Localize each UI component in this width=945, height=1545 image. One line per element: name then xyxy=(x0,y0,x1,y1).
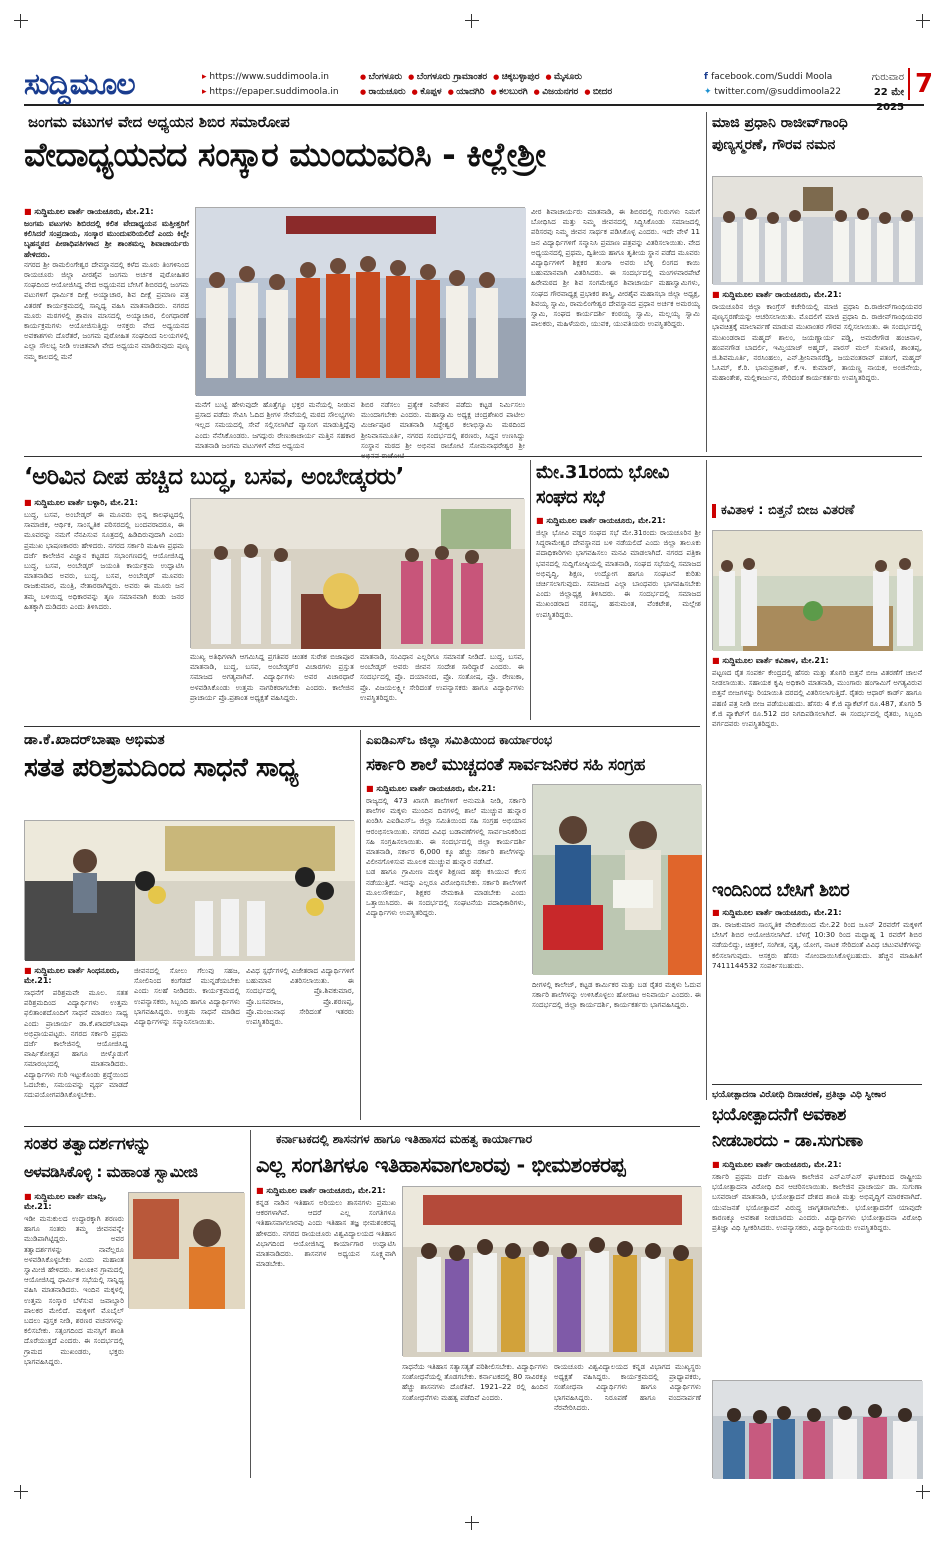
story-byline: ■ ಸುದ್ದಿಮೂಲ ವಾರ್ತೆ ಸಿಂಧನೂರು, ಮೇ.21: xyxy=(24,966,128,986)
group-photo-image xyxy=(713,177,923,285)
story-kicker: ಭಯೋತ್ಪಾದನಾ ವಿರೋಧಿ ದಿನಾಚರಣೆ, ಪ್ರತಿಜ್ಞಾ ವಿಧಿ ಸ್ವೀಕಾರ xyxy=(712,1090,886,1100)
edition-item: ● ಕೊಪ್ಪಳ xyxy=(412,87,442,97)
crop-mark xyxy=(916,14,930,28)
story-text: ಸಾಧನೆಗೆ ಪರಿಶ್ರಮವೇ ಮೂಲ. ಸತತ ಪರಿಶ್ರಮದಿಂದ ವಿದ್ಯಾರ್ಥಿಗಳು ಉತ್ತಮ ಫಲಿತಾಂಶದೊಂದಿಗೆ ಸಾಧನೆ ಮಾಡಲು ಸಾಧ್ಯ ಎಂದು ಪ್ರಾಚಾರ್ಯ ಡಾ.ಕೆ.ಖಾದರ್‌ಬಾಷಾ ಅಭಿಪ್ರಾಯಪಟ್ಟರು. ನಗರದ ಸರ್ಕಾರಿ ಪ್ರಥಮ ದರ್ಜೆ ಕಾಲೇಜಿನಲ್ಲಿ ಆಯೋಜಿಸಿದ್ದ ವಾರ್ಷಿಕೋತ್ಸವ ಹಾಗೂ ಬೀಳ್ಕೊಡುಗೆ ಸಮಾರಂಭದಲ್ಲಿ ಮಾತನಾಡಿದರು. ವಿದ್ಯಾರ್ಥಿಗಳು ಗುರಿ ಇಟ್ಟುಕೊಂಡು ಶ್ರದ್ಧೆಯಿಂದ ಓದಬೇಕು, ಸಮಯವನ್ನು ವ್ಯರ್ಥ ಮಾಡದೆ ಸದುಪಯೋಗಪಡಿಸಿಕೊಳ್ಳಬೇಕು. xyxy=(24,988,128,1100)
headline-marker-icon xyxy=(712,504,716,518)
masthead xyxy=(24,67,934,113)
crop-mark xyxy=(916,1485,930,1499)
story-headline: ಅಳವಡಿಸಿಕೊಳ್ಳಿ : ಮಹಾಂತ ಸ್ವಾಮೀಜಿ xyxy=(24,1163,198,1181)
crop-mark xyxy=(465,14,479,28)
story-photo xyxy=(128,1192,244,1308)
story-text: ಜಿಲ್ಲಾ ಭೋವಿ ವಡ್ಡರ ಸಂಘದ ಸಭೆ ಮೇ.31ರಂದು ರಾಯಚೂರಿನ ಶ್ರೀ ಸಿದ್ಧರಾಮೇಶ್ವರ ದೇವಸ್ಥಾನದ ಬಳಿ ನಡೆಯಲಿದೆ ಎಂದು ಜಿಲ್ಲಾ ತಾಲೂಕು ಪದಾಧಿಕಾರಿಗಳು ಭಾಗವಹಿಸಲು ಮನವಿ ಮಾಡಲಾಗಿದೆ. ನಗರದ ಪತ್ರಿಕಾ ಭವನದಲ್ಲಿ ಸುದ್ದಿಗೋಷ್ಠಿಯಲ್ಲಿ ಮಾತನಾಡಿ, ಸಂಘದ ಸಭೆಯಲ್ಲಿ ಸಮಾಜದ ಅಭಿವೃದ್ಧಿ, ಶಿಕ್ಷಣ, ಉದ್ಯೋಗ ಹಾಗೂ ಸಂಘಟನೆ ಕುರಿತು ಚರ್ಚಿಸಲಾಗುವುದು. ಸಮಾಜದ ಎಲ್ಲಾ ಬಾಂಧವರು ಭಾಗವಹಿಸಬೇಕು ಎಂದು ಜಿಲ್ಲಾಧ್ಯಕ್ಷ ತಿಳಿಸಿದರು. ಈ ಸಂದರ್ಭದಲ್ಲಿ ಸಮಾಜದ ಮುಖಂಡರಾದ ನರಸಪ್ಪ, ಹನುಮಂತ, ವೆಂಕಟೇಶ, ಮಲ್ಲೇಶ ಉಪಸ್ಥಿತರಿದ್ದರು. xyxy=(536,528,701,619)
story-column xyxy=(195,400,355,451)
edition-item: ● ಬೆಂಗಳೂರು ಗ್ರಾಮಾಂತರ xyxy=(408,72,487,82)
page-number: 7 xyxy=(908,68,933,100)
crop-mark xyxy=(465,1516,479,1530)
group-photo-image xyxy=(196,208,526,396)
story-photo xyxy=(24,820,354,960)
story-text: ಜೀವನದಲ್ಲಿ ಸೋಲು ಗೆಲುವು ಸಹಜ, ಸೋಲಿನಿಂದ ಕಂಗೆಡದೆ ಮುನ್ನಡೆಯಬೇಕು ಎಂದು ಸಲಹೆ ನೀಡಿದರು. ಕಾರ್ಯಕ್ರಮದಲ್ಲಿ ಉಪನ್ಯಾಸಕರು, ಸಿಬ್ಬಂದಿ ಹಾಗೂ ವಿದ್ಯಾರ್ಥಿಗಳು ಭಾಗವಹಿಸಿದ್ದರು. ಉತ್ತಮ ಸಾಧನೆ ಮಾಡಿದ ವಿದ್ಯಾರ್ಥಿಗಳನ್ನು ಸನ್ಮಾನಿಸಲಾಯಿತು. xyxy=(134,966,240,1027)
story-headline: ‘ಅರಿವಿನ ದೀಪ ಹಚ್ಚಿದ ಬುದ್ಧ, ಬಸವ, ಅಂಬೇಡ್ಕರರು’ xyxy=(24,464,404,490)
story-kicker: ಜಂಗಮ ವಟುಗಳ ವೇದ ಅಧ್ಯಯನ ಶಿಬಿರ ಸಮಾರೋಪ xyxy=(28,113,290,131)
edition-item: ● ಯಾದಗಿರಿ xyxy=(448,87,485,97)
workshop-photo-image xyxy=(403,1187,702,1357)
story-byline: ■ ಸುದ್ದಿಮೂಲ ವಾರ್ತೆ ರಾಯಚೂರು, ಮೇ.21: xyxy=(256,1186,396,1196)
edition-item: ● ಬೀದರ xyxy=(584,87,612,97)
story-headline-text: ಕವಿತಾಳ : ಬಿತ್ತನೆ ಬೀಜ ವಿತರಣೆ xyxy=(721,503,855,518)
signature-campaign-image xyxy=(533,785,702,975)
column-divider xyxy=(360,730,361,1120)
story-headline: ಭಯೋತ್ಪಾದನೆಗೆ ಅವಕಾಶ xyxy=(712,1105,846,1125)
story-column xyxy=(402,1362,548,1478)
twitter-link[interactable]: twitter.com/@suddimoola22 xyxy=(714,87,841,97)
story-anti-terrorism xyxy=(712,1088,922,1478)
story-headline: ಎಲ್ಲ ಸಂಗತಿಗಳೂ ಇತಿಹಾಸವಾಗಲಾರವು - ಭೀಮಶಂಕರಪ್ಪ xyxy=(256,1153,626,1177)
story-headline: ಸಂತರ ತತ್ವಾದರ್ಶಗಳನ್ನು xyxy=(24,1134,151,1154)
story-government-school xyxy=(366,730,701,1120)
story-text: ವಿವಿಧ ಸ್ಪರ್ಧೆಗಳಲ್ಲಿ ವಿಜೇತರಾದ ವಿದ್ಯಾರ್ಥಿಗಳಿಗೆ ಬಹುಮಾನ ವಿತರಿಸಲಾಯಿತು. ಈ ಸಂದರ್ಭದಲ್ಲಿ ಪ್ರೊ.ಶಿವಕುಮಾರ, ಪ್ರೊ.ಬಸವರಾಜ, ಪ್ರೊ.ಶರಣಪ್ಪ, ಪ್ರೊ.ಮಂಜುನಾಥ ಸೇರಿದಂತೆ ಇತರರು ಉಪಸ್ಥಿತರಿದ್ದರು. xyxy=(246,966,354,1027)
story-text: ರಾಯಚೂರಿನ ಜಿಲ್ಲಾ ಕಾಂಗ್ರೆಸ್ ಕಚೇರಿಯಲ್ಲಿ ಮಾಜಿ ಪ್ರಧಾನಿ ದಿ.ರಾಜೀವ್‌ಗಾಂಧಿಯವರ ಪುಣ್ಯಸ್ಮರಣೆಯನ್ನು ಆಚರಿಸಲಾಯಿತು. ಮೊದಲಿಗೆ ಮಾಜಿ ಪ್ರಧಾನಿ ದಿ. ರಾಜೀವ್‌ಗಾಂಧಿಯವರ ಭಾವಚಿತ್ರಕ್ಕೆ ಮಾಲಾರ್ಪಣೆ ಮಾಡುವ ಮುಖಾಂತರ ಗೌರವ ಸಲ್ಲಿಸಲಾಯಿತು. ಈ ಸಂದರ್ಭದಲ್ಲಿ ಮುಖಂಡರಾದ ಮಹ್ಮದ್ ಶಾಲಂ, ಜಯಣ್ಣಾರ್ಯ ಪಡ್ಡಿ, ಅಮರೇಗೌಡ ಹಂಚಿನಾಳ, ಹಂಪನಗೌಡ ಬಾದರ್ಲಿ, ಇಮ್ತಿಯಾಜ್ ಅಹ್ಮದ್, ಪಾರಸ್ ಮಲ್ ಸುಖಾಣಿ, ಶಾಂತಪ್ಪ, ಜಿ.ಶಿವಮೂರ್ತಿ, ನರಸಿಂಹಲು, ಎನ್.ಶ್ರೀನಿವಾಸರೆಡ್ಡಿ, ಜಯವಂತರಾವ್ ಪತಂಗೆ, ಮಹ್ಮದ್ ಓಸಿಮ್, ಕೆ.ರಿ. ಭಾನುಪ್ರಕಾಶ್, ಕೆ.ಇ. ಕುಮಾರ್, ತಾಯಣ್ಣ ನಾಯಕ, ಅಂಜಿನೇಯ, ಮಹಾಂತೇಶ, ಮಲ್ಲಿಕಾರ್ಜುನ, ಸೇರಿದಂತೆ ಕಾರ್ಯಕರ್ತರು ಉಪಸ್ಥಿತರಿದ್ದರು. xyxy=(712,302,922,383)
epaper-link[interactable]: ▸ https://epaper.suddimoola.in xyxy=(202,85,339,100)
story-photo xyxy=(532,784,701,974)
story-text: ಬಡ ಹಾಗೂ ಗ್ರಾಮೀಣ ಮಕ್ಕಳ ಶಿಕ್ಷಣದ ಹಕ್ಕು ಕಸಿಯುವ ಕೆಲಸ ನಡೆಯುತ್ತಿದೆ. ಇದನ್ನು ಎಲ್ಲರೂ ವಿರೋಧಿಸಬೇಕು. ಸರ್ಕಾರಿ ಶಾಲೆಗಳಿಗೆ ಮೂಲಸೌಕರ್ಯ, ಶಿಕ್ಷಕರ ನೇಮಕಾತಿ ಮಾಡಬೇಕು ಎಂದು ಒತ್ತಾಯಿಸಿದರು. ಈ ಸಂದರ್ಭದಲ್ಲಿ ಸಂಘಟನೆಯ ಪದಾಧಿಕಾರಿಗಳು, ವಿದ್ಯಾರ್ಥಿಗಳು ಉಪಸ್ಥಿತರಿದ್ದರು. xyxy=(366,867,526,918)
story-byline: ■ ಸುದ್ದಿಮೂಲ ವಾರ್ತೆ ಬಳ್ಳಾರಿ, ಮೇ.21: xyxy=(24,498,184,508)
masthead-logo: ಸುದ್ದಿಮೂಲ xyxy=(24,67,135,102)
masthead-urls xyxy=(202,70,339,100)
story-column xyxy=(366,784,526,1120)
story-text: ಮುಖ್ಯ ಅತಿಥಿಗಳಾಗಿ ಆಗಮಿಸಿದ್ದ ಪ್ರಗತಿಪರ ಚಿಂತಕ ಸುರೇಶ ಬಿಜಾಪೂರ ಮಾತನಾಡಿ, ಬುದ್ಧ, ಬಸವ, ಅಂಬೇಡ್ಕರ್‌ರ ವಿಚಾರಗಳು ಪ್ರಸ್ತುತ ಸಮಾಜದ ಅಗತ್ಯವಾಗಿವೆ. ವಿದ್ಯಾರ್ಥಿಗಳು ಅವರ ವಿಚಾರಧಾರೆ ಅಳವಡಿಸಿಕೊಂಡು ಉತ್ತಮ ನಾಗರಿಕರಾಗಬೇಕು ಎಂದರು. ಕಾಲೇಜಿನ ಪ್ರಾಚಾರ್ಯ ಪ್ರೊ.ಪ್ರಶಾಂತ ಅಧ್ಯಕ್ಷತೆ ವಹಿಸಿದ್ದರು. xyxy=(190,652,354,702)
story-text: ವೀರ ಶಿವಾಚಾರ್ಯರು ಮಾತನಾಡಿ, ಈ ಶಿಬಿರದಲ್ಲಿ ಗುರುಗಳು ನಿಮಗೆ ಬೋಧಿಸಿದ ಮತ್ತು ನಿಮ್ಮ ಜೀವನದಲ್ಲಿ ಸಿದ್ಧಿಸಿಕೊಂಡು ಸಮಾಜದಲ್ಲಿ ಪರಿಸರವು ನಿಮ್ಮ ಜೀವನ ಸಾರ್ಥಕ ಪಡಿಸಿಕೊಳ್ಳ ಎಂದರು. ಇದೇ ವೇಳೆ 11 ಜನ ವಿದ್ಯಾರ್ಥಿಗಳಿಗೆ ಸನ್ಮಾನಿಸಿ ಪ್ರಮಾಣ ಪತ್ರವನ್ನು ವಿತರಿಸಲಾಯಿತು. ವೇದ ಅಧ್ಯಯನದಲ್ಲಿ ಪ್ರಥಮ, ದ್ವಿತೀಯ ಹಾಗೂ ತೃತೀಯ ಸ್ಥಾನ ಪಡೆದ ಮೂವರು ವಿದ್ಯಾರ್ಥಿಗಳಿಗೆ ಶಿಕ್ಷಕರ ತುಂಗಾ ಅವರು ಬೆಳ್ಳಿ ಲಿಂಗದ ಕಾಯಿ ಬಹುಮಾನವಾಗಿ ವಿತರಿಸಿದರು. ಈ ಸಂದರ್ಭದಲ್ಲಿ ಮಂಗಳವಾರಪೇಟೆ ಹಿರೇಮಠದ ಶ್ರೀ ಶಿವ ಸಂಗಮೇಶ್ವರ ಶಿವಾಚಾರ್ಯ ಮಹಾಸ್ವಾಮಿಗಳು, ಸಂಘದ ಗೌರವಾಧ್ಯಕ್ಷ ಪ್ರಭಾಕರ ಶಾಸ್ತ್ರಿ, ವೀರಶೈವ ಮಹಾಸಭಾ ಜಿಲ್ಲಾ ಅಧ್ಯಕ್ಷ, ಶಿವಯ್ಯ ಸ್ವಾಮಿ, ರಾಮಲಿಂಗೇಶ್ವರ ದೇವಸ್ಥಾನದ ಪ್ರಧಾನ ಅರ್ಚಕ ಅಮರಯ್ಯ ಸ್ವಾಮಿ, ಸಂಘದ ಕಾರ್ಯದರ್ಶಿ ಕಂಠಯ್ಯ ಸ್ವಾಮಿ, ಮಲ್ಲಯ್ಯ ಸ್ವಾಮಿ ಪಾಲಕರು, ಮಹಿಳೆಯರು, ಯುವಕ, ಯುವತಿಯರು ಉಪಸ್ಥಿತರಿದ್ದರು. xyxy=(531,207,700,329)
date-label: 22 ಮೇ 2025 xyxy=(873,87,904,113)
story-byline: ■ ಸುದ್ದಿಮೂಲ ವಾರ್ತೆ ರಾಯಚೂರು, ಮೇ.21: xyxy=(712,1160,922,1170)
story-column xyxy=(24,1192,124,1478)
facebook-link[interactable]: facebook.com/Suddi Moola xyxy=(711,72,833,82)
story-text: ರಾಜ್ಯದಲ್ಲಿ 473 ಖಾಸಗಿ ಶಾಲೆಗಳಿಗೆ ಅನುಮತಿ ನೀಡಿ, ಸರ್ಕಾರಿ ಶಾಲೆಗಳ ಮಕ್ಕಳು ಮುಂದಿನ ದಿನಗಳಲ್ಲಿ ಶಾಲೆ ಮುಚ್ಚುವ ಹುನ್ನಾರ ಖಂಡಿಸಿ ಎಐಡಿಎಸ್‌ಒ ಜಿಲ್ಲಾ ಸಮಿತಿಯಿಂದ ಸಹಿ ಸಂಗ್ರಹ ಅಭಿಯಾನ ಆರಂಭಿಸಲಾಯಿತು. ನಗರದ ವಿವಿಧ ಬಡಾವಣೆಗಳಲ್ಲಿ ಸಾರ್ವಜನಿಕರಿಂದ ಸಹಿ ಸಂಗ್ರಹಿಸಲಾಯಿತು. ಈ ಸಂದರ್ಭದಲ್ಲಿ ಜಿಲ್ಲಾ ಕಾರ್ಯದರ್ಶಿ ಮಾತನಾಡಿ, ಸರ್ಕಾರ 6,000 ಕ್ಕೂ ಹೆಚ್ಚು ಸರ್ಕಾರಿ ಶಾಲೆಗಳನ್ನು ವಿಲೀನಗೊಳಿಸುವ ಮೂಲಕ ಮುಚ್ಚುವ ಹುನ್ನಾರ ನಡೆಸಿದೆ. xyxy=(366,796,526,867)
section-divider xyxy=(712,1084,922,1085)
story-photo xyxy=(195,207,525,395)
column-divider xyxy=(250,1130,251,1478)
story-column xyxy=(712,290,922,452)
story-headline: ಪುಣ್ಯಸ್ಮರಣೆ, ಗೌರವ ನಮನ xyxy=(712,137,836,153)
story-rajiv-gandhi xyxy=(712,112,922,452)
story-summer-camp xyxy=(712,878,922,1078)
story-column xyxy=(712,656,922,870)
story-column xyxy=(24,966,128,1120)
swamiji-photo-image xyxy=(129,1193,245,1309)
story-text: ಮನೆಗೆ ಬುಟ್ಟಿ ಹೇಳುವುದೇ ಹೊತ್ತೆಗ್ಯೂ ಭಕ್ತರ ಮನೆಯಲ್ಲಿ ನೀಡುವ ಪ್ರಸಾದ ಪಡೆದು ಸೇವಿಸಿ ಓದಿದ ಶ್ರೀಗಳ ಸೇವೆಯಲ್ಲಿ ಮಠದ ಸೌಲಭ್ಯಗಳು ಇಲ್ಲದ ಸಮಯದಲ್ಲಿ ಸೇವೆ ಸಲ್ಲಿಸಲಾಗಿದೆ ವ್ಯಾಸಂಗ ಮಾಡುತ್ತಿದ್ದೆವು ಎಂದು ನೆನೆಸಿಕೊಂಡರು. ಜಗದ್ಗುರು ರೇಣುಕಾಚಾರ್ಯ ಮತ್ತಿನ ಸಹಕಾರ ಮಾತನಾಡಿ ಜಂಗಮ ವಟುಗಳಿಗೆ ವೇದ ಅಧ್ಯಯನ xyxy=(195,400,355,450)
section-divider xyxy=(24,726,700,727)
column-divider xyxy=(530,460,531,720)
story-headline: ಇಂದಿನಿಂದ ಬೇಸಿಗೆ ಶಿಬಿರ xyxy=(712,880,850,901)
story-column xyxy=(712,908,922,1078)
pledge-photo-image xyxy=(713,1381,923,1479)
story-column xyxy=(532,980,701,1120)
story-text: ಸಾಧನೆಯ ಇತಿಹಾಸ ಸತ್ಯಾಸತ್ಯತೆ ಪರಿಶೀಲಿಸಬೇಕು. ವಿದ್ಯಾರ್ಥಿಗಳು ಸಂಶೋಧನೆಯಲ್ಲಿ ತೊಡಗಬೇಕು. ಕರ್ನಾಟಕದಲ್ಲಿ 80 ಸಾವಿರಕ್ಕೂ ಹೆಚ್ಚು ಶಾಸನಗಳು ದೊರೆತಿವೆ. 1921–22 ರಲ್ಲಿ ಹಿಂದಿನ ಸಂಶೋಧನೆಗಳು ಮಹತ್ವ ಪಡೆದಿವೆ ಎಂದರು. xyxy=(402,1362,548,1402)
story-byline: ■ ಸುದ್ದಿಮೂಲ ವಾರ್ತೆ ರಾಯಚೂರು, ಮೇ.21: xyxy=(536,516,701,526)
story-text: ಮಾತನಾಡಿ, ಸಂವಿಧಾನ ಎಲ್ಲರಿಗೂ ಸಮಾನತೆ ನೀಡಿದೆ. ಬುದ್ಧ, ಬಸವ, ಅಂಬೇಡ್ಕರ್ ಅವರು ಜೀವನ ಸಂದೇಶ ಸಾರಿದ್ದಾರೆ ಎಂದರು. ಈ ಸಂದರ್ಭದಲ್ಲಿ ಪ್ರೊ. ದಯಾನಂದ, ಪ್ರೊ. ಸಂತೋಷ, ಪ್ರೊ. ರೇಣುಕಾ, ಪ್ರೊ. ವಿಜಯಲಕ್ಷ್ಮೀ ಸೇರಿದಂತೆ ಉಪನ್ಯಾಸಕರು ಹಾಗೂ ವಿದ್ಯಾರ್ಥಿಗಳು ಉಪಸ್ಥಿತರಿದ್ದರು. xyxy=(360,652,524,702)
story-text: ಶಿಬಿರ ನಡೆಸಲು ಪ್ರತ್ಯೇಕ ನಿವೇಶನ ಪಡೆದು ಕಟ್ಟಡ ನಿರ್ಮಿಸಲು ಮುಂದಾಗಬೇಕು ಎಂದರು. ಮಹಾಸ್ವಾಮಿ ಅಧ್ಯಕ್ಷ ಚಂದ್ರಶೇಖರ ಪಾಟೀಲ ಮಿರ್ಜಾಪೂರ ಮಾತನಾಡಿ ಸಿದ್ಧೇಶ್ವರ ಕಲಾಭಿಸ್ವಾಮಿ ಮಠದಿಂದ ಶ್ರೀನಿವಾಸಮೂರ್ತಿ, ನಗರದ ಸಂದರ್ಭದಲ್ಲಿ ಶರಣರು, ಸಿದ್ದನ ಉಣಸಿದ್ದು ಸಂಸ್ಥಾನ ಮಠದ ಶ್ರೀ ಅಭಿನವ ರಾಚೋಟಿ ಸೋಮನಾಥರೇಶ್ವರ ಶ್ರೀ xyxy=(361,400,525,450)
story-headline: ಸರ್ಕಾರಿ ಶಾಲೆ ಮುಚ್ಚದಂತೆ ಸಾರ್ವಜನಿಕರ ಸಹಿ ಸಂಗ್ರಹ xyxy=(366,755,645,775)
story-headline: ಸತತ ಪರಿಶ್ರಮದಿಂದ ಸಾಧನೆ ಸಾಧ್ಯ xyxy=(24,753,299,783)
story-photo xyxy=(402,1186,701,1356)
story-vedadhyayana xyxy=(24,112,700,452)
story-headline: ನೀಡಬಾರದು - ಡಾ.ಸುಗುಣಾ xyxy=(712,1131,863,1151)
story-lead: ಜಂಗಮ ವಟುಗಳು ಶಿಬಿರದಲ್ಲಿ ಕಲಿತ ವೇದಾಧ್ಯಯನ ಮತ್ತೀತ್ತರಿಗೆ ಕಲಿಸಿದರೆ ಸಂಪ್ರದಾಯ, ಸಂಸ್ಕಾರ ಮುಂದುವರಿಯಲಿದೆ ಎಂದು ಕಿಲ್ಲೇ ಬೃಹನ್ಮಠದ ಪೀಠಾಧಿಪತಿಗಳಾದ ಶ್ರೀ ಶಾಂತಮಲ್ಲ ಶಿವಾಚಾರ್ಯರು ಹೇಳಿದರು. xyxy=(24,219,189,259)
story-column xyxy=(246,966,354,1120)
column-divider xyxy=(706,112,707,452)
edition-item: ● ಬೆಂಗಳೂರು xyxy=(360,72,402,82)
day-label: ಗುರುವಾರ xyxy=(871,72,904,83)
event-photo-image xyxy=(191,499,525,649)
facebook-icon: f xyxy=(704,72,712,82)
story-buddha-basava xyxy=(24,460,524,720)
story-column xyxy=(712,1160,922,1378)
story-text: ಪಟ್ಟಣದ ರೈತ ಸಂಪರ್ಕ ಕೇಂದ್ರದಲ್ಲಿ ಹೆಸರು ಮತ್ತು ತೊಗರಿ ಬಿತ್ತನೆ ಬೀಜ ವಿತರಣೆಗೆ ಚಾಲನೆ ನೀಡಲಾಯಿತು. ಸಹಾಯಕ ಕೃಷಿ ಅಧಿಕಾರಿ ಮಾತನಾಡಿ, ಮುಂಗಾರು ಹಂಗಾಮಿಗೆ ಅಗತ್ಯವಿರುವ ಬಿತ್ತನೆ ಬೀಜಗಳನ್ನು ರಿಯಾಯಿತಿ ದರದಲ್ಲಿ ವಿತರಿಸಲಾಗುತ್ತಿದೆ. ರೈತರು ಆಧಾರ್ ಕಾರ್ಡ್ ಹಾಗೂ ಪಹಣಿ ಪತ್ರ ನೀಡಿ ಬೀಜ ಪಡೆಯಬಹುದು. ಹೆಸರು 4 ಕೆ.ಜಿ ಪ್ಯಾಕೆಟ್‌ಗೆ ರೂ.487, ತೊಗರಿ 5 ಕೆ.ಜಿ ಪ್ಯಾಕೆಟ್‌ಗೆ ರೂ.512 ದರ ನಿಗದಿಪಡಿಸಲಾಗಿದೆ. ಈ ಸಂದರ್ಭದಲ್ಲಿ ರೈತರು, ಸಿಬ್ಬಂದಿ ವರ್ಗದವರು ಉಪಸ್ಥಿತರಿದ್ದರು. xyxy=(712,668,923,729)
story-byline: ■ ಸುದ್ದಿಮೂಲ ವಾರ್ತೆ ಮಾನ್ವಿ, ಮೇ.21: xyxy=(24,1192,124,1212)
section-divider xyxy=(24,456,922,457)
story-text: ನಗರದ ಶ್ರೀ ರಾಮಲಿಂಗೇಶ್ವರ ದೇವಸ್ಥಾನದಲ್ಲಿ ಕಳೆದ ಮೂರು ತಿಂಗಳಿನಿಂದ ರಾಯಚೂರು ಜಿಲ್ಲಾ ವೀರಶೈವ ಜಂಗಮ ಅರ್ಚಕ ಪುರೋಹಿತರ ಸಂಘದಿಂದ ಆಯೋಜಿಸಿದ್ದ ವೇದ ಅಧ್ಯಯನದ ಬೇಸಿಗೆ ಶಿಬಿರದಲ್ಲಿ ಜಂಗಮ ವಟುಗಳಿಗೆ ಧಾರ್ಮಿಕ ದೀಕ್ಷೆ ಅಯ್ಯಾಚಾರ, ಶಿವ ದೀಕ್ಷೆ ಪ್ರಮಾಣ ಪತ್ರ ವಿತರಣೆ ಕಾರ್ಯಕ್ರಮದಲ್ಲಿ ಸಾನ್ನಿಧ್ಯ ವಹಿಸಿ ಮಾತನಾಡಿದರು. ನಗರದ ಮೂರು ಮಠಗಳಲ್ಲಿ ಶ್ರಾವಣ ಮಾಸದಲ್ಲಿ ಅಯ್ಯಾಚಾರ, ಲಿಂಗಧಾರಣೆ ಕಾರ್ಯಕ್ರಮಗಳು ಆಯೋಜಿಸುತ್ತಿದ್ದು ಆಸಕ್ತರು ವೇದ ಅಧ್ಯಯನದ ಅವಕಾಶಗಳು ದೊರೆತರೆ, ಜಂಗಮ ಪುರೋಹಿತ ಸಂಘದಿಂದ ನಿಲಯಗಳಲ್ಲಿ ಎಲ್ಲಾ ಸೌಲಭ್ಯ ನೀಡಿ ಉಚಿತವಾಗಿ ವೇದ ಅಧ್ಯಯನ ಮಾಡಿರುವುದು ಪುಣ್ಯ ನಮ್ಮ ಕಾಲದಲ್ಲಿ ಮನೆ xyxy=(24,259,189,361)
story-column xyxy=(24,207,189,451)
story-bhovi-sangha xyxy=(536,460,701,720)
story-khadar-basha xyxy=(24,730,354,1120)
story-bhimashankarappa xyxy=(256,1130,701,1478)
story-column xyxy=(24,498,184,720)
story-photo xyxy=(190,498,524,648)
twitter-icon: ✦ xyxy=(704,87,715,97)
date-block xyxy=(846,70,904,115)
section-divider xyxy=(24,1126,700,1127)
story-kicker: ಮಾಜಿ ಪ್ರಧಾನಿ ರಾಜೀವ್‌ಗಾಂಧಿ xyxy=(712,115,848,131)
edition-item: ● ರಾಯಚೂರು xyxy=(360,87,406,97)
story-column xyxy=(536,516,701,720)
crop-mark xyxy=(14,1485,28,1499)
story-column xyxy=(190,652,354,720)
edition-item: ● ಕಲಬುರಗಿ xyxy=(491,87,528,97)
story-seed-distribution xyxy=(712,500,922,870)
story-column xyxy=(134,966,240,1120)
story-byline: ■ ಸುದ್ದಿಮೂಲ ವಾರ್ತೆ ರಾಯಚೂರು, ಮೇ.21: xyxy=(24,207,189,217)
story-kicker: ಎಐಡಿಎಸ್‌ಒ ಜಿಲ್ಲಾ ಸಮಿತಿಯಿಂದ ಕಾರ್ಯಾರಂಭ xyxy=(366,733,553,747)
story-text: ಕನ್ನಡ ನಾಡಿನ ಇತಿಹಾಸ ಅರಿಯಲು ಶಾಸನಗಳು ಪ್ರಮುಖ ಆಕರಗಳಾಗಿವೆ. ಆದರೆ ಎಲ್ಲ ಸಂಗತಿಗಳೂ ಇತಿಹಾಸವಾಗಲಾರವು ಎಂದು ಇತಿಹಾಸ ತಜ್ಞ ಭೀಮಶಂಕರಪ್ಪ ಹೇಳಿದರು. ನಗರದ ರಾಯಚೂರು ವಿಶ್ವವಿದ್ಯಾಲಯದ ಇತಿಹಾಸ ವಿಭಾಗದಿಂದ ಆಯೋಜಿಸಿದ್ದ ಕಾರ್ಯಾಗಾರ ಉದ್ಘಾಟಿಸಿ ಮಾತನಾಡಿದರು. ಶಾಸನಗಳ ಅಧ್ಯಯನ ಸೂಕ್ಷ್ಮವಾಗಿ ಮಾಡಬೇಕು. xyxy=(256,1198,396,1269)
story-text: ಇಡೀ ಮನುಕುಲದ ಉದ್ಧಾರಕ್ಕಾಗಿ ಶರಣರು ಹಾಗೂ ಸಂತರು ತಮ್ಮ ಜೀವನವನ್ನೇ ಮುಡಿಪಾಗಿಟ್ಟಿದ್ದರು. ಅವರ ತತ್ವಾದರ್ಶಗಳನ್ನು ನಾವೆಲ್ಲರೂ ಅಳವಡಿಸಿಕೊಳ್ಳಬೇಕು ಎಂದು ಮಹಾಂತ ಸ್ವಾಮೀಜಿ ಹೇಳಿದರು. ತಾಲೂಕಿನ ಗ್ರಾಮದಲ್ಲಿ ಆಯೋಜಿಸಿದ್ದ ಧಾರ್ಮಿಕ ಸಭೆಯಲ್ಲಿ ಸಾನ್ನಿಧ್ಯ ವಹಿಸಿ ಮಾತನಾಡಿದರು. ಇಂದಿನ ಮಕ್ಕಳಲ್ಲಿ ಉತ್ತಮ ಸಂಸ್ಕಾರ ಬೆಳೆಸುವ ಜವಾಬ್ದಾರಿ ಪಾಲಕರ ಮೇಲಿದೆ. ಮಕ್ಕಳಿಗೆ ಮೊಬೈಲ್ ಬದಲು ಪುಸ್ತಕ ನೀಡಿ, ಶರಣರ ವಚನಗಳನ್ನು ಕಲಿಸಬೇಕು. ಸತ್ಸಂಗದಿಂದ ಮನಸ್ಸಿಗೆ ಶಾಂತಿ ದೊರೆಯುತ್ತದೆ ಎಂದರು. ಈ ಸಂದರ್ಭದಲ್ಲಿ ಗ್ರಾಮದ ಮುಖಂಡರು, ಭಕ್ತರು ಭಾಗವಹಿಸಿದ್ದರು. xyxy=(24,1214,124,1366)
edition-item: ● ವಿಜಯನಗರ xyxy=(534,87,579,97)
story-column xyxy=(554,1362,701,1478)
speaker-photo-image xyxy=(25,821,355,961)
column-divider xyxy=(706,460,707,1100)
story-headline xyxy=(712,500,922,522)
story-text: ದೀಗಳಲ್ಲಿ ಕಾಲೇಜ್, ಕಟ್ಟಡ ಕಾರ್ಮಿಕರ ಮತ್ತು ಬಡ ರೈತರ ಮಕ್ಕಳು ಓದುವ ಸರ್ಕಾರಿ ಶಾಲೆಗಳನ್ನು ಉಳಿಸಿಕೊಳ್ಳಲು ಹೋರಾಟ ಅನಿವಾರ್ಯ ಎಂದರು. ಈ ಸಂದರ್ಭದಲ್ಲಿ ಜಿಲ್ಲಾ ಕಾರ್ಯದರ್ಶಿ, ಕಾರ್ಯಕರ್ತರು ಭಾಗವಹಿಸಿದ್ದರು. xyxy=(532,980,701,1010)
story-byline: ■ ಸುದ್ದಿಮೂಲ ವಾರ್ತೆ ರಾಯಚೂರು, ಮೇ.21: xyxy=(366,784,526,794)
social-links xyxy=(704,70,841,100)
edition-item: ● ಮೈಸೂರು xyxy=(545,72,582,82)
story-kicker: ಡಾ.ಕೆ.ಖಾದರ್‌ಬಾಷಾ ಅಭಿಮತ xyxy=(24,732,165,748)
story-headline: ಮೇ.31ರಂದು ಭೋವಿ ಸಂಘದ ಸಭೆ xyxy=(536,462,669,508)
story-text: ಸರ್ಕಾರಿ ಪ್ರಥಮ ದರ್ಜೆ ಮಹಿಳಾ ಕಾಲೇಜಿನ ಎನ್‌ಎಸ್‌ಎಸ್ ಘಟಕದಿಂದ ರಾಷ್ಟ್ರೀಯ ಭಯೋತ್ಪಾದನಾ ವಿರೋಧಿ ದಿನ ಆಚರಿಸಲಾಯಿತು. ಕಾಲೇಜಿನ ಪ್ರಾಚಾರ್ಯ ಡಾ. ಸುಗುಣಾ ಬಸವರಾಜ್ ಮಾತನಾಡಿ, ಭಯೋತ್ಪಾದನೆ ದೇಶದ ಶಾಂತಿ ಮತ್ತು ಅಭಿವೃದ್ಧಿಗೆ ಮಾರಕವಾಗಿದೆ. ಯುವಜನತೆ ಭಯೋತ್ಪಾದನೆ ವಿರುದ್ಧ ಜಾಗೃತರಾಗಬೇಕು. ಭಯೋತ್ಪಾದನೆಗೆ ಯಾವುದೇ ಕಾರಣಕ್ಕೂ ಅವಕಾಶ ನೀಡಬಾರದು ಎಂದರು. ವಿದ್ಯಾರ್ಥಿಗಳು ಭಯೋತ್ಪಾದನಾ ವಿರೋಧಿ ಪ್ರತಿಜ್ಞಾ ವಿಧಿ ಸ್ವೀಕರಿಸಿದರು. ಉಪನ್ಯಾಸಕರು, ವಿದ್ಯಾರ್ಥಿನಿಯರು ಉಪಸ್ಥಿತರಿದ್ದರು. xyxy=(712,1172,922,1233)
story-byline: ■ ಸುದ್ದಿಮೂಲ ವಾರ್ತೆ ರಾಯಚೂರು, ಮೇ.21: xyxy=(712,908,922,918)
story-column xyxy=(360,652,524,720)
story-text: ರಾಯಚೂರು ವಿಶ್ವವಿದ್ಯಾಲಯದ ಕನ್ನಡ ವಿಭಾಗದ ಮುಖ್ಯಸ್ಥರು ಅಧ್ಯಕ್ಷತೆ ವಹಿಸಿದ್ದರು. ಕಾರ್ಯಕ್ರಮದಲ್ಲಿ ಪ್ರಾಧ್ಯಾಪಕರು, ಸಂಶೋಧನಾ ವಿದ್ಯಾರ್ಥಿಗಳು ಹಾಗೂ ವಿದ್ಯಾರ್ಥಿಗಳು ಭಾಗವಹಿಸಿದ್ದರು. ನಿರೂಪಣೆ ಹಾಗೂ ವಂದನಾರ್ಪಣೆ ನೆರವೇರಿಸಿದರು. xyxy=(554,1362,701,1412)
website-link[interactable]: ▸ https://www.suddimoola.in xyxy=(202,70,339,85)
story-photo xyxy=(712,530,922,650)
story-mahanta-swamiji xyxy=(24,1130,244,1478)
story-column xyxy=(531,207,700,451)
story-byline: ■ ಸುದ್ದಿಮೂಲ ವಾರ್ತೆ ಕವಿತಾಳ, ಮೇ.21: xyxy=(712,656,922,666)
crop-mark xyxy=(14,14,28,28)
story-text: ಡಾ. ರಾಜಕುಮಾರ ಸಾಂಸ್ಕೃತಿಕ ವೇದಿಕೆಯಿಂದ ಮೇ.22 ರಿಂದ ಜೂನ್ 2ರವರೆಗೆ ಮಕ್ಕಳಿಗೆ ಬೇಸಿಗೆ ಶಿಬಿರ ಆಯೋಜಿಸಲಾಗಿದೆ. ಬೆಳಗ್ಗೆ 10:30 ರಿಂದ ಮಧ್ಯಾಹ್ನ 1 ರವರೆಗೆ ಶಿಬಿರ ನಡೆಯಲಿದ್ದು, ಚಿತ್ರಕಲೆ, ಸಂಗೀತ, ನೃತ್ಯ, ಯೋಗ, ನಾಟಕ ಸೇರಿದಂತೆ ವಿವಿಧ ಚಟುವಟಿಕೆಗಳನ್ನು ಕಲಿಸಲಾಗುವುದು. ಆಸಕ್ತರು ಹೆಸರು ನೋಂದಾಯಿಸಿಕೊಳ್ಳಬಹುದು. ಹೆಚ್ಚಿನ ಮಾಹಿತಿಗೆ 7411144532 ಸಂಪರ್ಕಿಸಬಹುದು. xyxy=(712,920,922,970)
story-byline: ■ ಸುದ್ದಿಮೂಲ ವಾರ್ತೆ ರಾಯಚೂರು, ಮೇ.21: xyxy=(712,290,922,300)
story-headline: ವೇದಾಧ್ಯಯನದ ಸಂಸ್ಕಾರ ಮುಂದುವರಿಸಿ - ಕಿಲ್ಲೇಶ್ರೀ xyxy=(24,135,546,174)
story-text: ಬುದ್ಧ, ಬಸವ, ಅಂಬೇಡ್ಕರ್ ಈ ಮೂವರು ಭಿನ್ನ ಕಾಲಘಟ್ಟದಲ್ಲಿ ಸಾಮಾಜಿಕ, ಆರ್ಥಿಕ, ಸಾಂಸ್ಕೃತಿಕ ಪರಿಸರದಲ್ಲಿ ಬಂದವರಾದರೂ, ಈ ಮೂವರನ್ನು ನಮಗೆ ನೆನಪಿಸುವ ಸೂತ್ರದಲ್ಲಿ ಹಿಡಿದಿರುವುದಾಗಿ ಎಂದು ಪ್ರಮುಖ ಭಾಷಣಕಾರರು ಹೇಳಿದರು. ನಗರದ ಸರ್ಕಾರಿ ಮಹಿಳಾ ಪ್ರಥಮ ದರ್ಜೆ ಕಾಲೇಜಿನ ವಿಜ್ಞಾನ ಕಟ್ಟಡದ ಸಭಾಂಗಣದಲ್ಲಿ ಆಯೋಜಿಸಿದ್ದ ಬುದ್ಧ, ಬಸವ, ಅಂಬೇಡ್ಕರ್ ಜಯಂತಿ ಕಾರ್ಯಕ್ರಮ ಉದ್ಘಾಟಿಸಿ ಮಾತನಾಡಿದ ಅವರು, ಬುದ್ಧ, ಬಸವ, ಅಂಬೇಡ್ಕರ್ ಮೂವರು ರಾಜಕುಮಾರ, ಮಂತ್ರಿ, ನೇತಾರರಾಗಿದ್ದರು. ಅವರು ಈ ಮೂರು ಜನ ತಮ್ಮ ಬಳಿಯಿದ್ದ ಅಧಿಕಾರವನ್ನು ತೃಣ ಸಮಾನವಾಗಿ ಕಂಡು ಜನರ ಹಿತಕ್ಕಾಗಿ ದುಡಿದರು ಎಂದು ತಿಳಿಸಿದರು. xyxy=(24,510,184,611)
seed-distribution-image xyxy=(713,531,923,651)
edition-list xyxy=(360,70,700,100)
story-column xyxy=(361,400,525,451)
story-kicker: ಕರ್ನಾಟಕದಲ್ಲಿ ಶಾಸನಗಳ ಹಾಗೂ ಇತಿಹಾಸದ ಮಹತ್ವ ಕಾರ್ಯಾಗಾರ xyxy=(276,1132,533,1146)
story-photo xyxy=(712,176,922,284)
story-photo xyxy=(712,1380,922,1478)
edition-item: ● ಚಿಕ್ಕಬಳ್ಳಾಪುರ xyxy=(493,72,539,82)
story-column xyxy=(256,1186,396,1478)
